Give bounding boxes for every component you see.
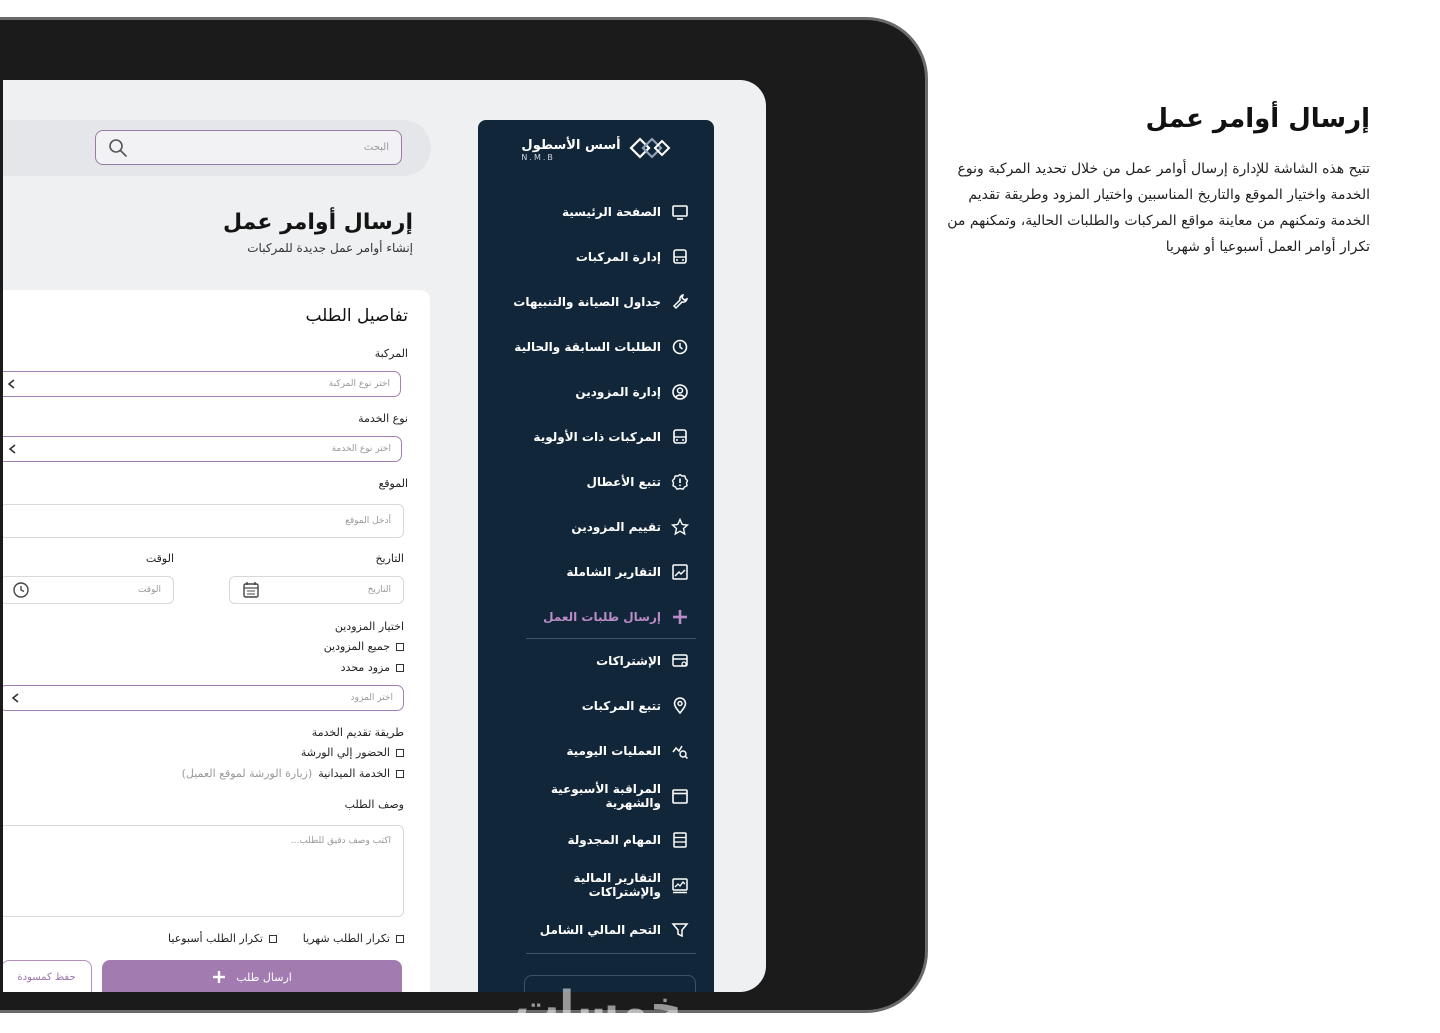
sidebar-item-label: الصفحة الرئيسية bbox=[561, 205, 661, 219]
sidebar-item[interactable] bbox=[498, 829, 689, 851]
sidebar-item[interactable] bbox=[498, 516, 689, 538]
sidebar-item-label: تتبع المركبات bbox=[581, 699, 661, 713]
sidebar-item[interactable] bbox=[498, 650, 689, 672]
sidebar-item-label: تقييم المزودين bbox=[571, 520, 661, 534]
date-placeholder: التاريخ bbox=[367, 585, 391, 595]
location-pin-icon bbox=[671, 697, 689, 715]
checkbox-box bbox=[396, 749, 404, 757]
brand-name: أسس الأسطول bbox=[521, 138, 621, 153]
funnel-icon bbox=[671, 921, 689, 939]
save-draft-button[interactable]: حفظ كمسودة bbox=[3, 960, 92, 992]
sidebar-item-label: المهام المجدولة bbox=[567, 833, 661, 847]
description-label: وصف الطلب bbox=[344, 798, 404, 811]
app-screen bbox=[3, 80, 766, 992]
time-placeholder: الوقت bbox=[137, 585, 161, 595]
date-input[interactable] bbox=[229, 576, 404, 604]
location-input[interactable] bbox=[3, 504, 404, 538]
workshop-visit-checkbox[interactable] bbox=[301, 746, 404, 759]
history-icon bbox=[671, 338, 689, 356]
sidebar-item[interactable] bbox=[498, 471, 689, 493]
bus-icon bbox=[671, 428, 689, 446]
sidebar-item-label: الإشتراكات bbox=[596, 654, 661, 668]
checkbox-label: الخدمة الميدانية bbox=[318, 767, 390, 780]
time-input[interactable] bbox=[3, 576, 174, 604]
search-icon bbox=[108, 138, 128, 158]
report-icon bbox=[671, 563, 689, 581]
description-body: تتيح هذه الشاشة للإدارة إرسال أوامر عمل من خلال تحديد المركبة ونوع الخدمة واختيار الموقع والتاريخ المناسبين واختيار المزود وطريقة تقديم الخدمة وتمكنهم من معاينة مواقع المركبات والطلبات الحالية، وتمكنهم من تكرار أوامر العمل أسبوعيا أو شهريا bbox=[947, 161, 1370, 255]
sidebar-item-label: التقارير المالية والإشتراكات bbox=[573, 871, 661, 899]
request-form-card bbox=[3, 290, 430, 992]
description-panel bbox=[940, 104, 1370, 260]
page-title: إرسال أوامر عمل bbox=[223, 210, 413, 235]
brand-logo bbox=[478, 134, 714, 162]
submit-request-button[interactable] bbox=[102, 960, 402, 992]
provider-placeholder: اختر المزود bbox=[350, 693, 393, 703]
sidebar-item-label: المراقبة الأسبوعية والشهرية bbox=[550, 782, 661, 810]
date-label: التاريخ bbox=[375, 552, 404, 565]
all-providers-checkbox[interactable] bbox=[324, 640, 404, 653]
sidebar-item[interactable] bbox=[498, 201, 689, 223]
checkbox-label: تكرار الطلب أسبوعيا bbox=[168, 932, 263, 945]
description-textarea[interactable] bbox=[3, 825, 404, 917]
checkbox-box bbox=[396, 770, 404, 778]
brand-sub: N.M.B bbox=[521, 153, 555, 162]
alert-icon bbox=[671, 473, 689, 491]
repeat-weekly-checkbox[interactable] bbox=[168, 932, 277, 945]
plus-icon bbox=[212, 970, 226, 984]
description-placeholder: اكتب وصف دقيق للطلب... bbox=[290, 836, 391, 846]
submit-label: ارسال طلب bbox=[236, 970, 292, 984]
sidebar-item-label: التحم المالي الشامل bbox=[539, 923, 661, 937]
sidebar-item-label: الطلبات السابقة والحالية bbox=[514, 340, 661, 354]
sidebar-item[interactable] bbox=[498, 695, 689, 717]
field-service-checkbox[interactable] bbox=[182, 767, 404, 780]
list-icon bbox=[671, 831, 689, 849]
checkbox-label: الحضور إلي الورشة bbox=[300, 746, 390, 759]
nav-divider bbox=[526, 638, 696, 639]
sidebar-item-label: العمليات اليومية bbox=[566, 744, 661, 758]
checkbox-box bbox=[396, 643, 404, 651]
sidebar-item[interactable] bbox=[498, 426, 689, 448]
sidebar-item[interactable] bbox=[498, 871, 689, 899]
tablet-frame bbox=[0, 17, 928, 1033]
sidebar-item[interactable] bbox=[498, 291, 689, 313]
monitor-icon bbox=[671, 203, 689, 221]
sidebar-item-label: التقارير الشاملة bbox=[566, 565, 661, 579]
search-input[interactable] bbox=[95, 130, 402, 165]
user-circle-icon bbox=[671, 383, 689, 401]
watermark: خمسات bbox=[515, 982, 682, 1033]
clock-icon bbox=[12, 581, 30, 599]
form-title: تفاصيل الطلب bbox=[305, 306, 408, 326]
chevron-left-icon bbox=[10, 692, 22, 704]
sidebar-item[interactable] bbox=[498, 606, 689, 628]
sidebar-item-label: إرسال طلبات العمل bbox=[543, 610, 661, 624]
service-placeholder: اختر نوع الخدمة bbox=[331, 444, 391, 454]
sidebar-item[interactable] bbox=[498, 381, 689, 403]
checkbox-box bbox=[396, 664, 404, 672]
specific-provider-checkbox[interactable] bbox=[341, 661, 404, 674]
checkbox-box bbox=[269, 935, 277, 943]
checkbox-box bbox=[396, 935, 404, 943]
field-service-note: (زيارة الورشة لموقع العميل) bbox=[181, 767, 313, 780]
description-title: إرسال أوامر عمل bbox=[1145, 104, 1370, 134]
time-label: الوقت bbox=[145, 552, 174, 565]
calendar-icon bbox=[242, 581, 260, 599]
card-icon bbox=[671, 652, 689, 670]
checkbox-label: تكرار الطلب شهريا bbox=[302, 932, 390, 945]
provider-select[interactable] bbox=[3, 685, 404, 711]
sidebar-item-label: تتبع الأعطال bbox=[586, 475, 661, 489]
chevron-left-icon bbox=[6, 378, 18, 390]
repeat-monthly-checkbox[interactable] bbox=[303, 932, 404, 945]
provider-label: اختيار المزودين bbox=[334, 620, 404, 633]
chevron-left-icon bbox=[7, 443, 19, 455]
sidebar-item[interactable] bbox=[498, 561, 689, 583]
logo-mark-icon bbox=[629, 137, 671, 159]
finance-icon bbox=[671, 876, 689, 894]
vehicle-label: المركبة bbox=[374, 347, 408, 360]
checkbox-label: مزود محدد bbox=[340, 661, 390, 674]
location-label: الموقع bbox=[378, 477, 408, 490]
bus-icon bbox=[671, 248, 689, 266]
location-placeholder: أدخل الموقع bbox=[345, 516, 391, 526]
sidebar-item-label: المركبات ذات الأولوية bbox=[533, 430, 661, 444]
calendar-icon bbox=[671, 787, 689, 805]
top-bar bbox=[3, 120, 431, 176]
star-icon bbox=[671, 518, 689, 536]
service-select[interactable] bbox=[3, 436, 402, 462]
search-placeholder: البحث bbox=[363, 142, 389, 153]
vehicle-placeholder: اختر نوع المركبة bbox=[328, 379, 390, 389]
checkbox-label: جميع المزودين bbox=[323, 640, 390, 653]
sidebar-item-label: جداول الصيانة والتنبيهات bbox=[513, 295, 661, 309]
wrench-icon bbox=[671, 293, 689, 311]
sidebar-item[interactable] bbox=[498, 246, 689, 268]
plus-icon bbox=[671, 608, 689, 626]
method-label: طريقة تقديم الخدمة bbox=[311, 726, 404, 739]
nav-divider bbox=[526, 953, 696, 954]
sidebar-item[interactable] bbox=[498, 919, 689, 941]
service-label: نوع الخدمة bbox=[358, 412, 408, 425]
page-subtitle: إنشاء أوامر عمل جديدة للمركبات bbox=[247, 241, 413, 255]
sidebar-item-label: إدارة المزودين bbox=[575, 385, 661, 399]
sidebar-item[interactable] bbox=[498, 740, 689, 762]
sidebar-item[interactable] bbox=[498, 336, 689, 358]
chart-search-icon bbox=[671, 742, 689, 760]
sidebar-item[interactable] bbox=[498, 782, 689, 810]
vehicle-select[interactable] bbox=[3, 371, 401, 397]
sidebar-item-label: إدارة المركبات bbox=[575, 250, 661, 264]
sidebar bbox=[478, 120, 714, 992]
